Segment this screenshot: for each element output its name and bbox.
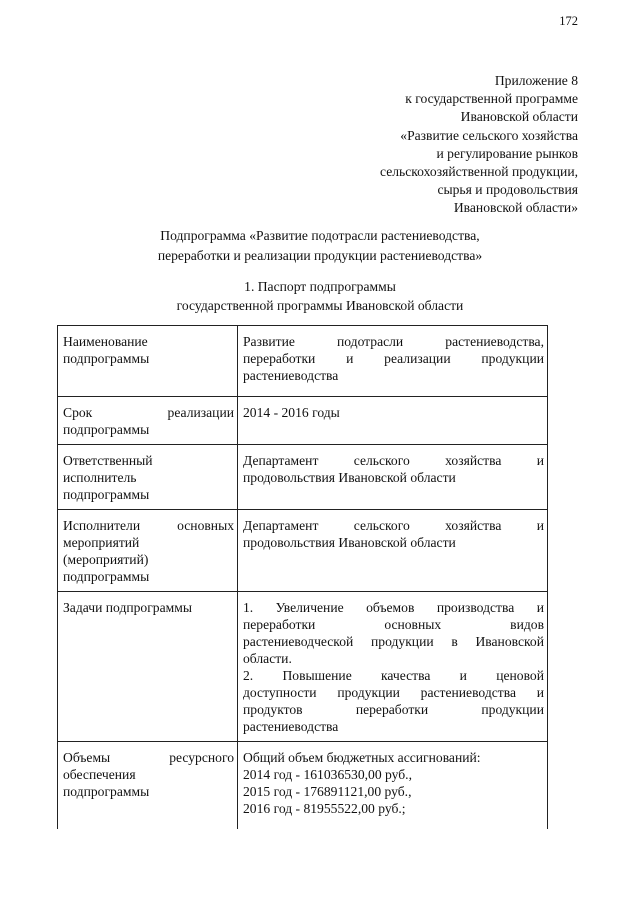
value-line: Департамент сельского хозяйства и [243, 518, 544, 533]
passport-table [57, 325, 548, 829]
row-label [58, 742, 238, 829]
page-number: 172 [559, 14, 578, 28]
label-line: подпрограммы [63, 422, 150, 437]
value-line: продовольствия Ивановской области [243, 470, 456, 485]
value-line: 2015 год - 176891121,00 руб., [243, 784, 412, 799]
value-line: 2014 год - 161036530,00 руб., [243, 767, 412, 782]
row-label [58, 445, 238, 510]
row-value [238, 510, 548, 592]
annex-line: Ивановской области [460, 109, 578, 125]
label-line: Исполнители основных [63, 518, 234, 533]
row-value [238, 445, 548, 510]
passport-title [0, 277, 640, 315]
label-line: (мероприятий) [63, 552, 149, 567]
value-line: доступности продукции растениеводства и [243, 685, 544, 700]
value-line: продуктов переработки продукции [243, 702, 544, 717]
label-line: подпрограммы [63, 784, 150, 799]
value-line: 2. Повышение качества и ценовой [243, 668, 544, 683]
table-row [58, 397, 548, 445]
annex-line: сельскохозяйственной продукции, [380, 164, 578, 180]
annex-header [238, 72, 578, 218]
label-line: Ответственный [63, 453, 153, 468]
label-line: подпрограммы [63, 487, 150, 502]
value-line: 2014 - 2016 годы [243, 405, 340, 420]
label-line: обеспечения [63, 767, 136, 782]
table-row [58, 592, 548, 742]
row-value [238, 397, 548, 445]
value-line: переработки основных видов [243, 617, 544, 632]
value-line: области. [243, 651, 292, 666]
label-line: подпрограммы [63, 569, 150, 584]
value-line: растениеводства [243, 719, 339, 734]
row-label [58, 397, 238, 445]
annex-line: к государственной программе [405, 91, 578, 107]
value-line: растениеводства [243, 368, 339, 383]
subprogram-title [0, 226, 640, 266]
label-line: исполнитель [63, 470, 137, 485]
row-value [238, 592, 548, 742]
annex-line: Приложение 8 [494, 73, 578, 88]
label-line: подпрограммы [63, 351, 150, 366]
label-line: Задачи подпрограммы [63, 600, 192, 615]
subprogram-title-line: Подпрограмма «Развитие подотрасли растениеводства, [160, 228, 480, 243]
table-row [58, 510, 548, 592]
value-line: 1. Увеличение объемов производства и [243, 600, 544, 615]
label-line: Срок реализации [63, 405, 234, 420]
subprogram-title-line: переработки и реализации продукции растениеводства» [157, 248, 483, 263]
row-label [58, 510, 238, 592]
label-line: мероприятий [63, 535, 140, 550]
row-value [238, 326, 548, 397]
table-row [58, 742, 548, 829]
value-line: Развитие подотрасли растениеводства, [243, 334, 544, 349]
value-line: Департамент сельского хозяйства и [243, 453, 544, 468]
row-value [238, 742, 548, 829]
annex-line: сырья и продовольствия [437, 182, 578, 198]
value-line: переработки и реализации продукции [243, 351, 544, 366]
table-row [58, 326, 548, 397]
label-line: Наименование [63, 334, 148, 349]
row-label [58, 592, 238, 742]
value-line: продовольствия Ивановской области [243, 535, 456, 550]
value-line: Общий объем бюджетных ассигнований: [243, 750, 481, 765]
passport-title-line: 1. Паспорт подпрограммы [244, 279, 396, 294]
annex-line: и регулирование рынков [436, 145, 578, 161]
passport-title-line: государственной программы Ивановской области [176, 298, 464, 313]
row-label [58, 326, 238, 397]
annex-line: Ивановской области» [453, 200, 578, 216]
annex-line: «Развитие сельского хозяйства [400, 127, 578, 143]
table-row [58, 445, 548, 510]
label-line: Объемы ресурсного [63, 750, 234, 765]
value-line: растениеводческой продукции в Ивановской [243, 634, 544, 649]
value-line: 2016 год - 81955522,00 руб.; [243, 801, 406, 816]
